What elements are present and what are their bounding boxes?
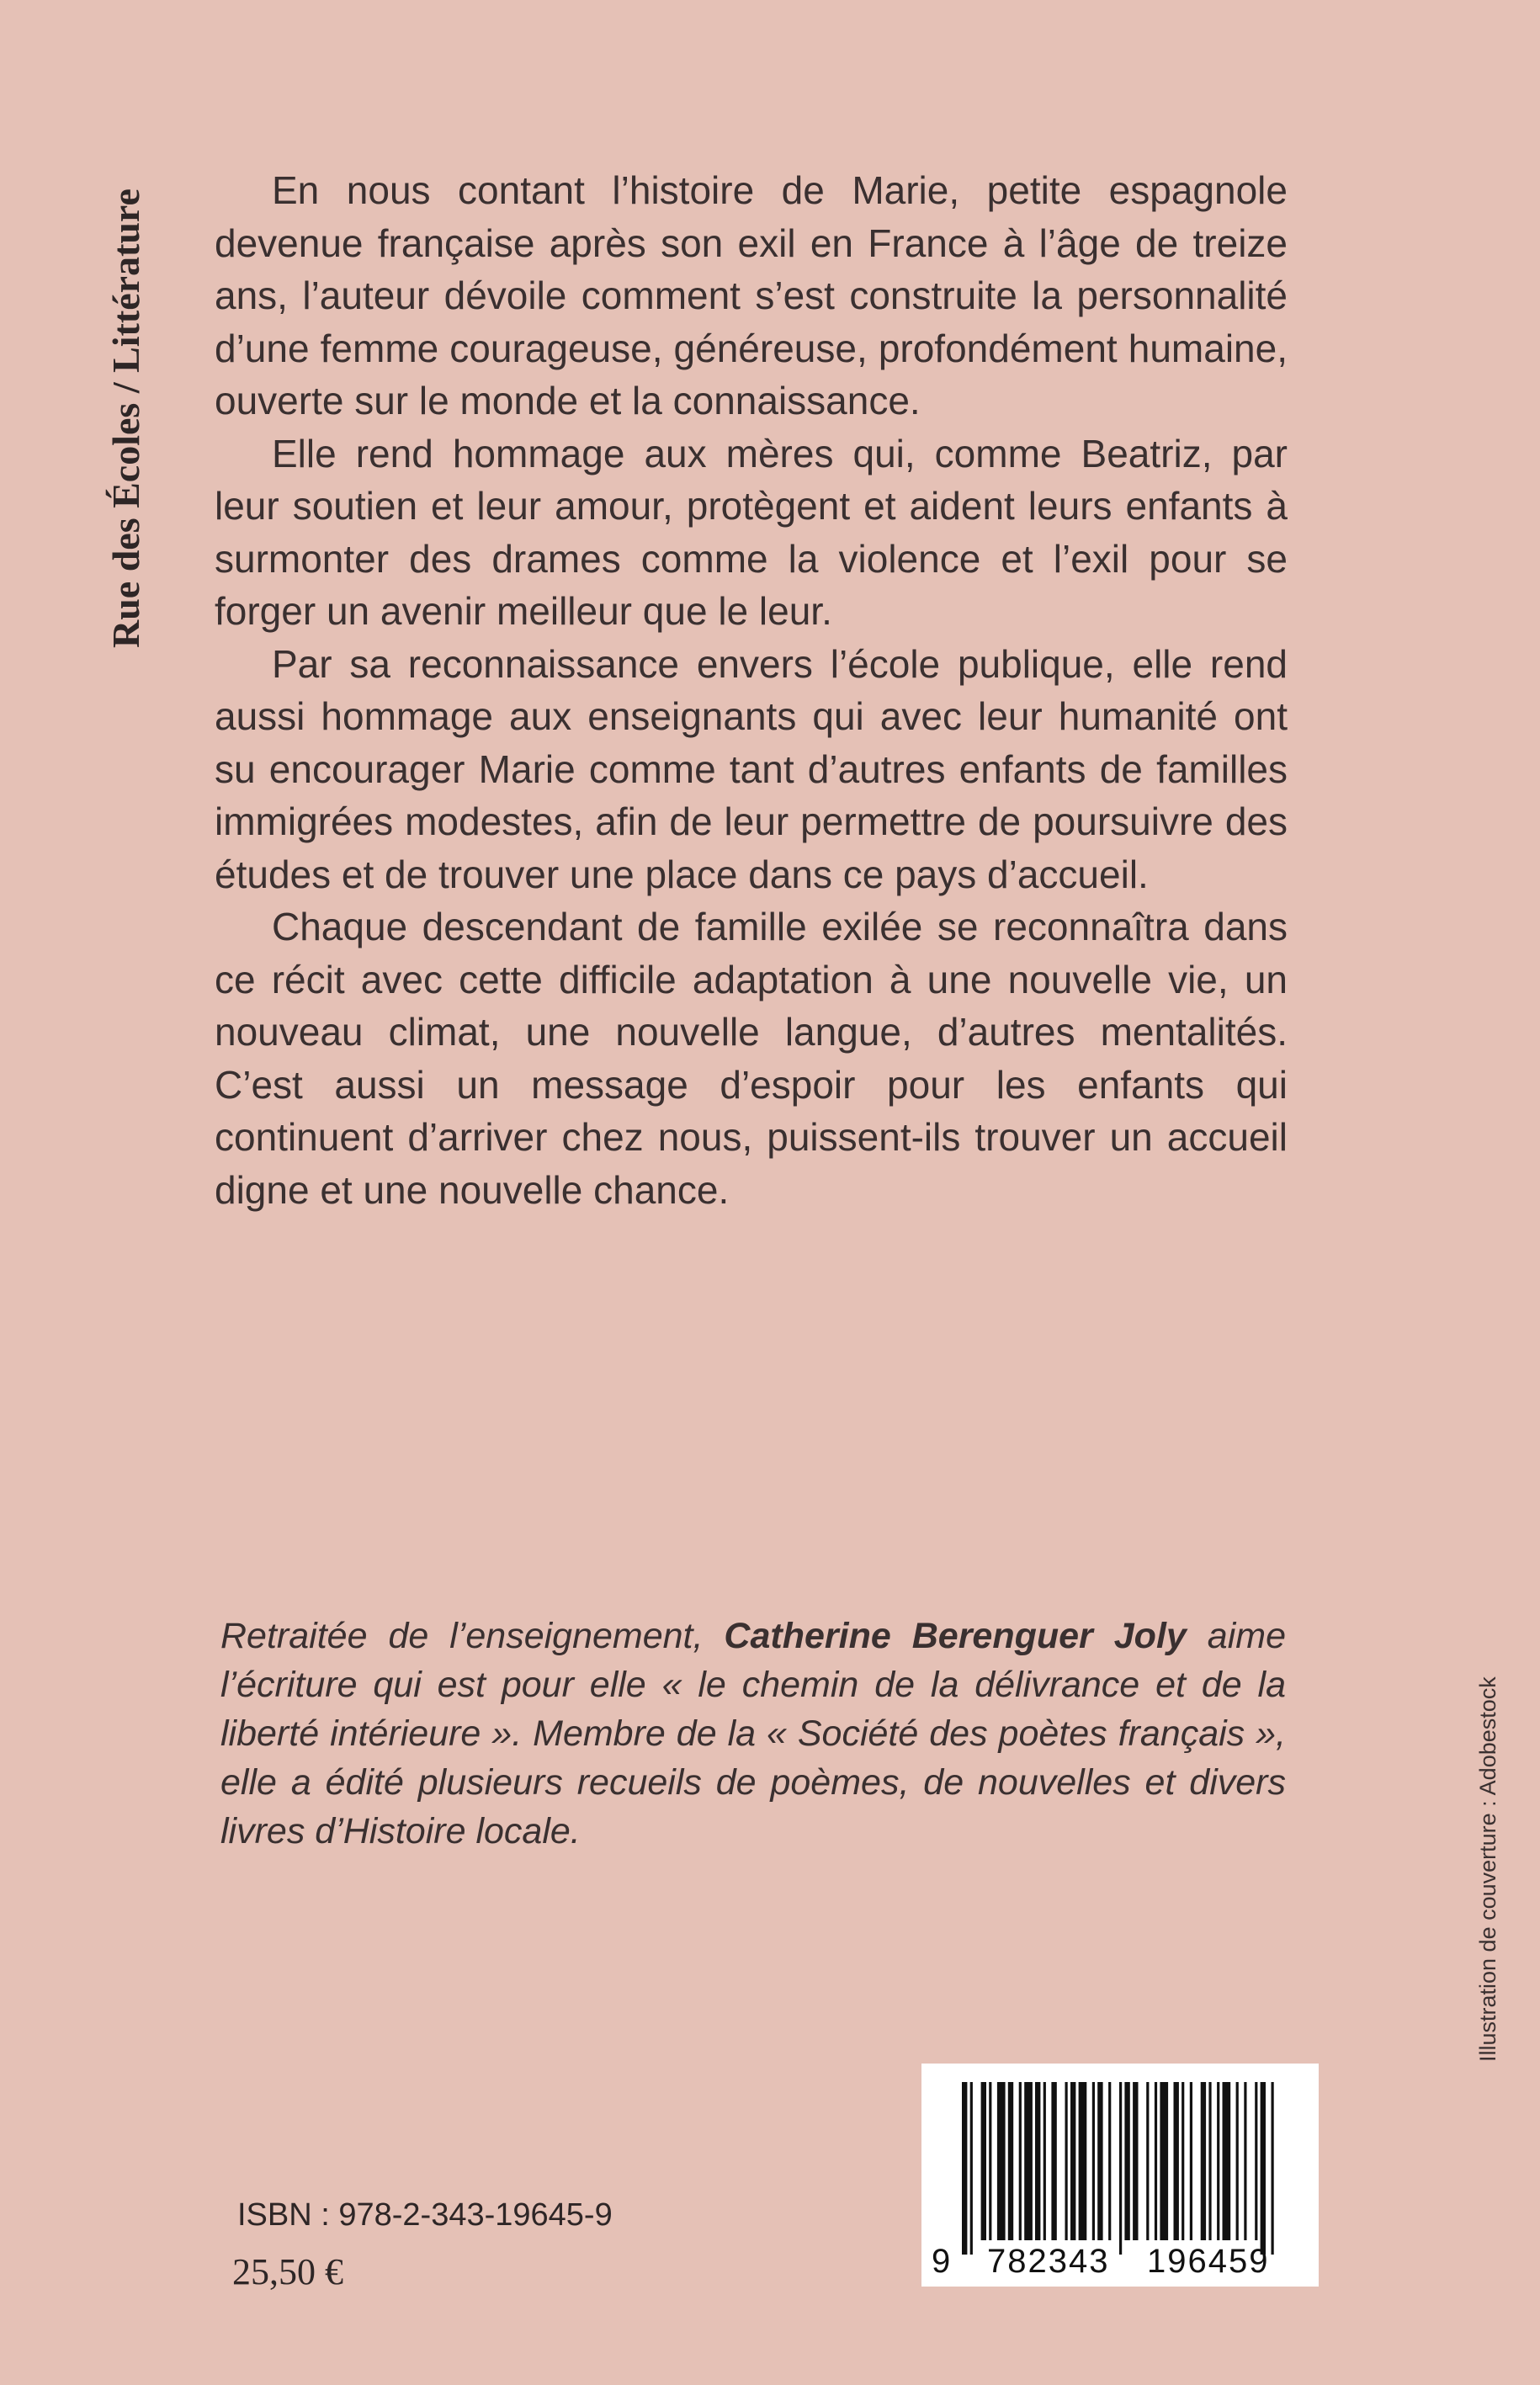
- barcode-bar: [1092, 2082, 1095, 2240]
- barcode-bar: [1065, 2082, 1068, 2240]
- blurb-paragraph: Par sa reconnaissance envers l’école publique, elle rend aussi hommage aux enseignants qui avec leur humanité ont su encourager Marie comme tant d’autres enfants de familles immigrées modestes, afin de leur permettre de poursuivre des études et de trouver une place dans ce pays d’accueil.: [215, 641, 1288, 896]
- barcode-bar: [1261, 2082, 1266, 2255]
- blurb-paragraph: Elle rend hommage aux mères qui, comme Beatriz, par leur soutien et leur amour, protègent et aident leurs enfants à surmonter des drames comme la violence et l’exil pour se forger un avenir meilleur que le leur.: [215, 431, 1288, 633]
- barcode-bar: [1097, 2082, 1102, 2240]
- barcode-bar: [1255, 2082, 1257, 2240]
- barcode-bar: [1146, 2082, 1149, 2240]
- price: 25,50 €: [232, 2251, 343, 2292]
- barcode-bar: [1133, 2082, 1138, 2240]
- barcode-digit-lead: 9: [932, 2243, 951, 2280]
- barcode-bar: [1108, 2082, 1111, 2240]
- isbn: ISBN : 978-2-343-19645-9: [237, 2197, 613, 2233]
- barcode-bar: [989, 2082, 991, 2240]
- barcode-graphic: [921, 2064, 1319, 2287]
- barcode-bar: [1124, 2082, 1129, 2240]
- author-bio-text: aime l’écriture qui est pour elle « le chemin de la délivrance et de la liberté intérieure ». Membre de la « Société des poètes français », elle a édité plusieurs recueils de poèmes, de nouvelles et divers livres d’Histoire locale.: [220, 1616, 1286, 1851]
- barcode-bar: [1008, 2082, 1013, 2240]
- barcode-bar: [1182, 2082, 1184, 2240]
- author-bio-intro: Retraitée de l’enseignement,: [220, 1616, 725, 1656]
- barcode-bar: [1201, 2082, 1206, 2240]
- barcode: [921, 2064, 1319, 2287]
- barcode-bar: [1174, 2082, 1179, 2240]
- barcode-bar: [1070, 2082, 1075, 2240]
- collection-label: Rue des Écoles / Littérature: [104, 189, 147, 648]
- blurb-paragraph: Chaque descendant de famille exilée se reconnaîtra dans ce récit avec cette difficile adaptation à une nouvelle vie, un nouveau climat, une nouvelle langue, d’autres mentalités. C’est aussi un message d’espoir pour les enfants qui continuent d’arriver chez nous, puissent-ils trouver un accueil digne et une nouvelle chance.: [215, 905, 1288, 1212]
- barcode-bar: [1035, 2082, 1040, 2240]
- author-name: Catherine Berenguer Joly: [724, 1616, 1187, 1656]
- barcode-bar: [1272, 2082, 1274, 2255]
- barcode-bar: [1244, 2082, 1246, 2240]
- barcode-bar: [1024, 2082, 1033, 2240]
- barcode-digits-right: 196459: [1147, 2243, 1270, 2280]
- blurb-paragraph: En nous contant l’histoire de Marie, petite espagnole devenue française après son exil en France à l’âge de treize ans, l’auteur dévoile comment s’est construite la personnalité d’une femme courageuse, généreuse, profondément humaine, ouverte sur le monde et la connaissance.: [215, 168, 1288, 422]
- cover-illustration-credit: Illustration de couverture : Adobestock: [1475, 1676, 1500, 2062]
- barcode-bar: [1160, 2082, 1168, 2240]
- barcode-bar: [981, 2082, 986, 2240]
- barcode-bar: [1217, 2082, 1219, 2240]
- barcode-bar: [1223, 2082, 1231, 2240]
- barcode-bar: [962, 2082, 967, 2255]
- barcode-bar: [1190, 2082, 1192, 2240]
- barcode-bar: [1051, 2082, 1056, 2240]
- barcode-bar: [1208, 2082, 1211, 2240]
- back-cover-blurb: [215, 164, 1288, 1216]
- barcode-bar: [997, 2082, 1006, 2240]
- barcode-digits-left: 782343: [987, 2243, 1110, 2280]
- barcode-bar: [1043, 2082, 1046, 2240]
- barcode-bar: [1079, 2082, 1087, 2240]
- barcode-bar: [1236, 2082, 1239, 2240]
- barcode-bar: [1155, 2082, 1157, 2240]
- barcode-bar: [970, 2082, 973, 2255]
- author-bio: [220, 1612, 1286, 1856]
- barcode-bar: [1019, 2082, 1022, 2240]
- barcode-bar: [1119, 2082, 1122, 2255]
